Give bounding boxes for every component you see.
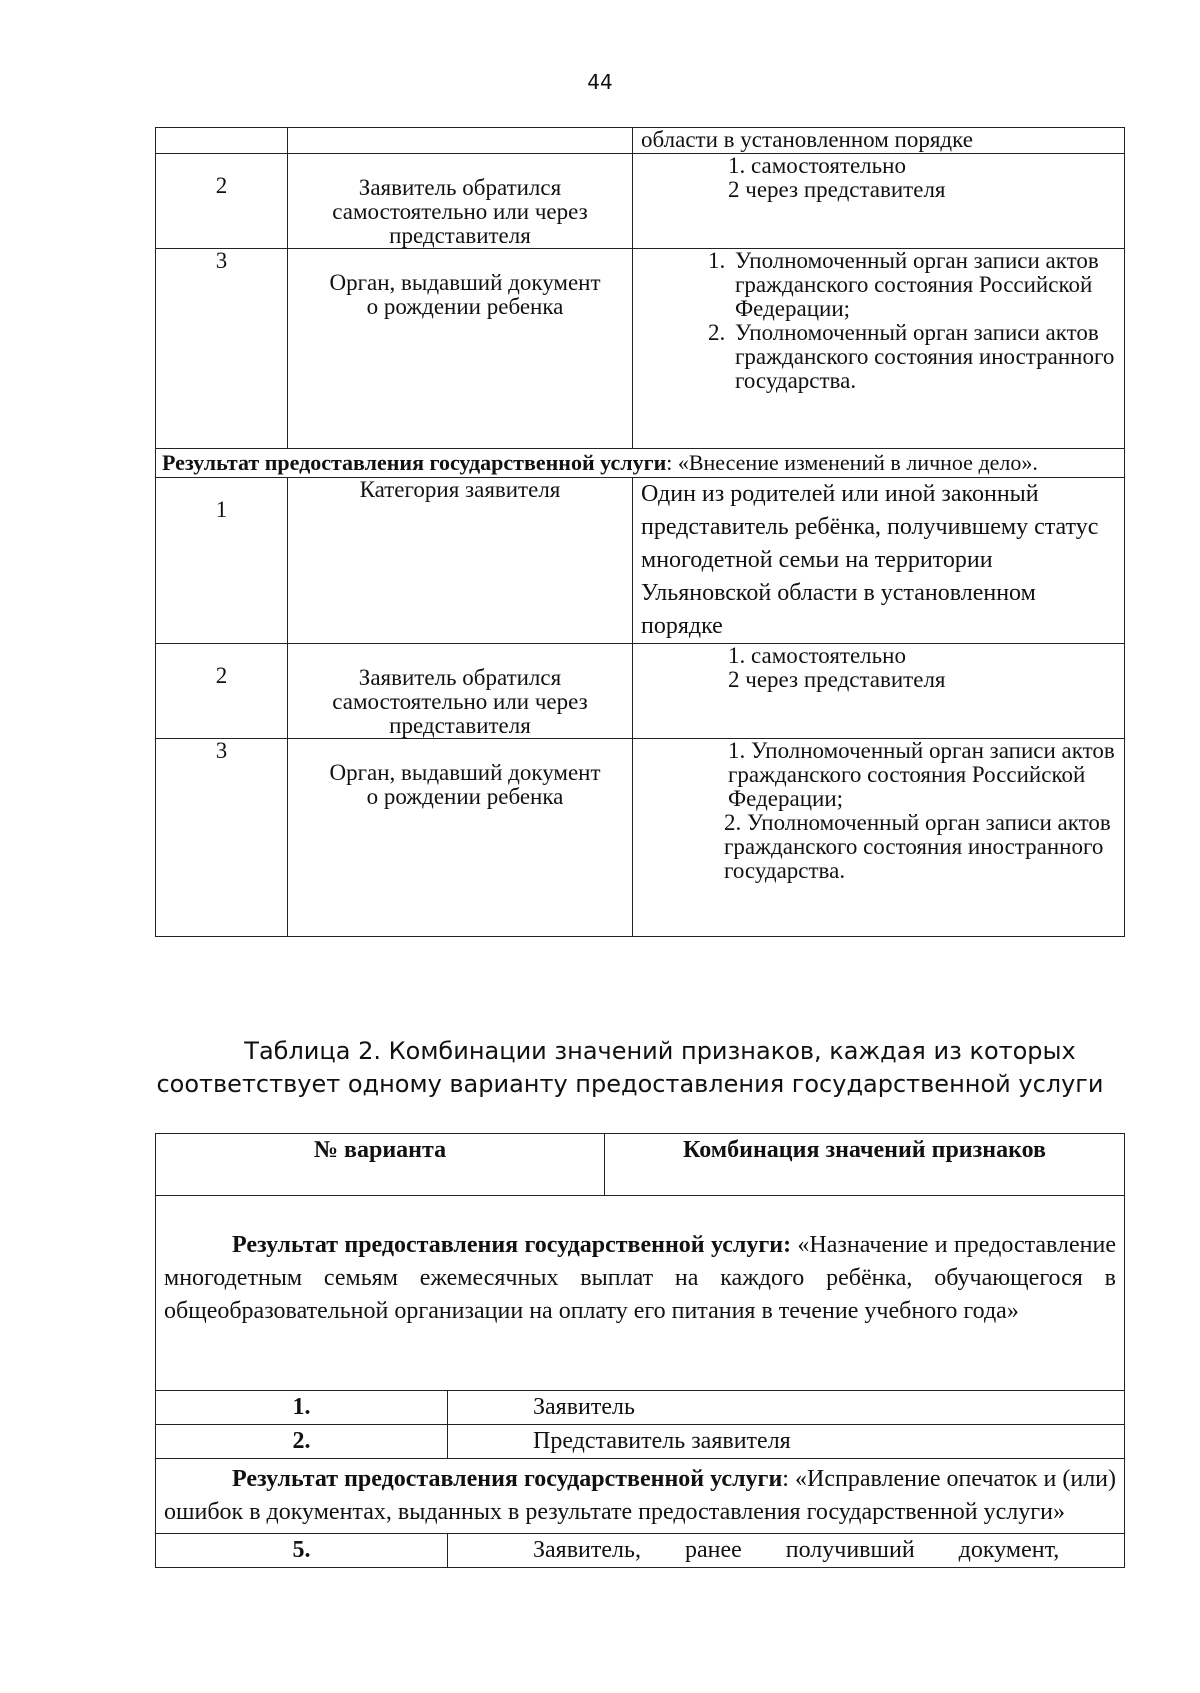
attribute-label: Заявитель обратился самостоятельно или через представителя bbox=[288, 644, 633, 739]
result-text: : «Внесение изменений в личное дело». bbox=[666, 450, 1038, 475]
option-item: 2. Уполномоченный орган записи актов гражданского состояния иностранного государства. bbox=[724, 810, 1111, 883]
variants-table bbox=[155, 1133, 1125, 1568]
cell-value: области в установленном порядке bbox=[633, 128, 1125, 154]
attributes-table bbox=[155, 127, 1125, 937]
result-row bbox=[156, 449, 1125, 478]
variant-combination: Представитель заявителя bbox=[448, 1425, 1125, 1459]
row-number: 1 bbox=[156, 478, 288, 644]
cell-empty bbox=[288, 128, 633, 154]
table-caption bbox=[150, 1035, 1110, 1101]
attribute-label: Орган, выдавший документ о рождении ребенка bbox=[288, 739, 633, 937]
row-number: 2 bbox=[156, 644, 288, 739]
variant-number: 5. bbox=[156, 1534, 448, 1568]
result-row bbox=[156, 1196, 1125, 1391]
variant-number: 2. bbox=[156, 1425, 448, 1459]
row-number: 3 bbox=[156, 249, 288, 449]
row-number: 2 bbox=[156, 154, 288, 249]
variant-text: Заявитель, ранее получивший документ, bbox=[533, 1537, 1060, 1563]
result-text: : «Исправление опечаток и (или) ошибок в документах, выданных в результате предоставления государственной услуги» bbox=[164, 1466, 1117, 1525]
attribute-options bbox=[633, 249, 1125, 449]
category-text: Один из родителей или иной законный представитель ребёнка, получившему статус многодетной семьи на территории Ульяновской области в установленном порядке bbox=[641, 481, 1099, 639]
result-text: «Назначение и предоставление многодетным семьям ежемесячных выплат на каждого ребёнка, обучающегося в общеобразовательной организации на оплату его питания в течение учебного года» bbox=[164, 1232, 1117, 1324]
header-variant-number: № варианта bbox=[156, 1134, 605, 1196]
caption-line: соответствует одному варианту предоставления государственной услуги bbox=[156, 1070, 1104, 1098]
option-item: 2. Уполномоченный орган записи актов гражданского состояния иностранного государства. bbox=[731, 321, 1118, 393]
row-number: 3 bbox=[156, 739, 288, 937]
result-row bbox=[156, 1459, 1125, 1534]
attribute-options bbox=[633, 739, 1125, 937]
variant-text-justified bbox=[533, 1534, 1116, 1567]
header-combination: Комбинация значений признаков bbox=[605, 1134, 1125, 1196]
attribute-options bbox=[633, 154, 1125, 249]
page-number: 44 bbox=[587, 70, 613, 94]
attribute-value bbox=[633, 478, 1125, 644]
result-label: Результат предоставления государственной услуги bbox=[232, 1466, 783, 1492]
cell-empty bbox=[156, 128, 288, 154]
result-label: Результат предоставления государственной услуги bbox=[162, 450, 667, 475]
attribute-options bbox=[633, 644, 1125, 739]
attribute-label: Категория заявителя bbox=[288, 478, 633, 644]
variant-number: 1. bbox=[156, 1391, 448, 1425]
variant-combination: Заявитель bbox=[448, 1391, 1125, 1425]
attribute-label: Заявитель обратился самостоятельно или через представителя bbox=[288, 154, 633, 249]
option-item: 1. Уполномоченный орган записи актов гражданского состояния Российской Федерации; bbox=[731, 249, 1118, 321]
attribute-label: Орган, выдавший документ о рождении ребенка bbox=[288, 249, 633, 449]
result-label: Результат предоставления государственной услуги: bbox=[232, 1232, 792, 1258]
option-item: 2 через представителя bbox=[728, 177, 946, 202]
option-item: 1. Уполномоченный орган записи актов гражданского состояния Российской Федерации; bbox=[728, 738, 1115, 811]
option-item: 1. самостоятельно bbox=[728, 153, 906, 178]
caption-line: Таблица 2. Комбинации значений признаков, каждая из которых bbox=[244, 1037, 1076, 1065]
option-item: 2 через представителя bbox=[728, 667, 946, 692]
variant-combination bbox=[448, 1534, 1125, 1568]
option-item: 1. самостоятельно bbox=[728, 643, 906, 668]
